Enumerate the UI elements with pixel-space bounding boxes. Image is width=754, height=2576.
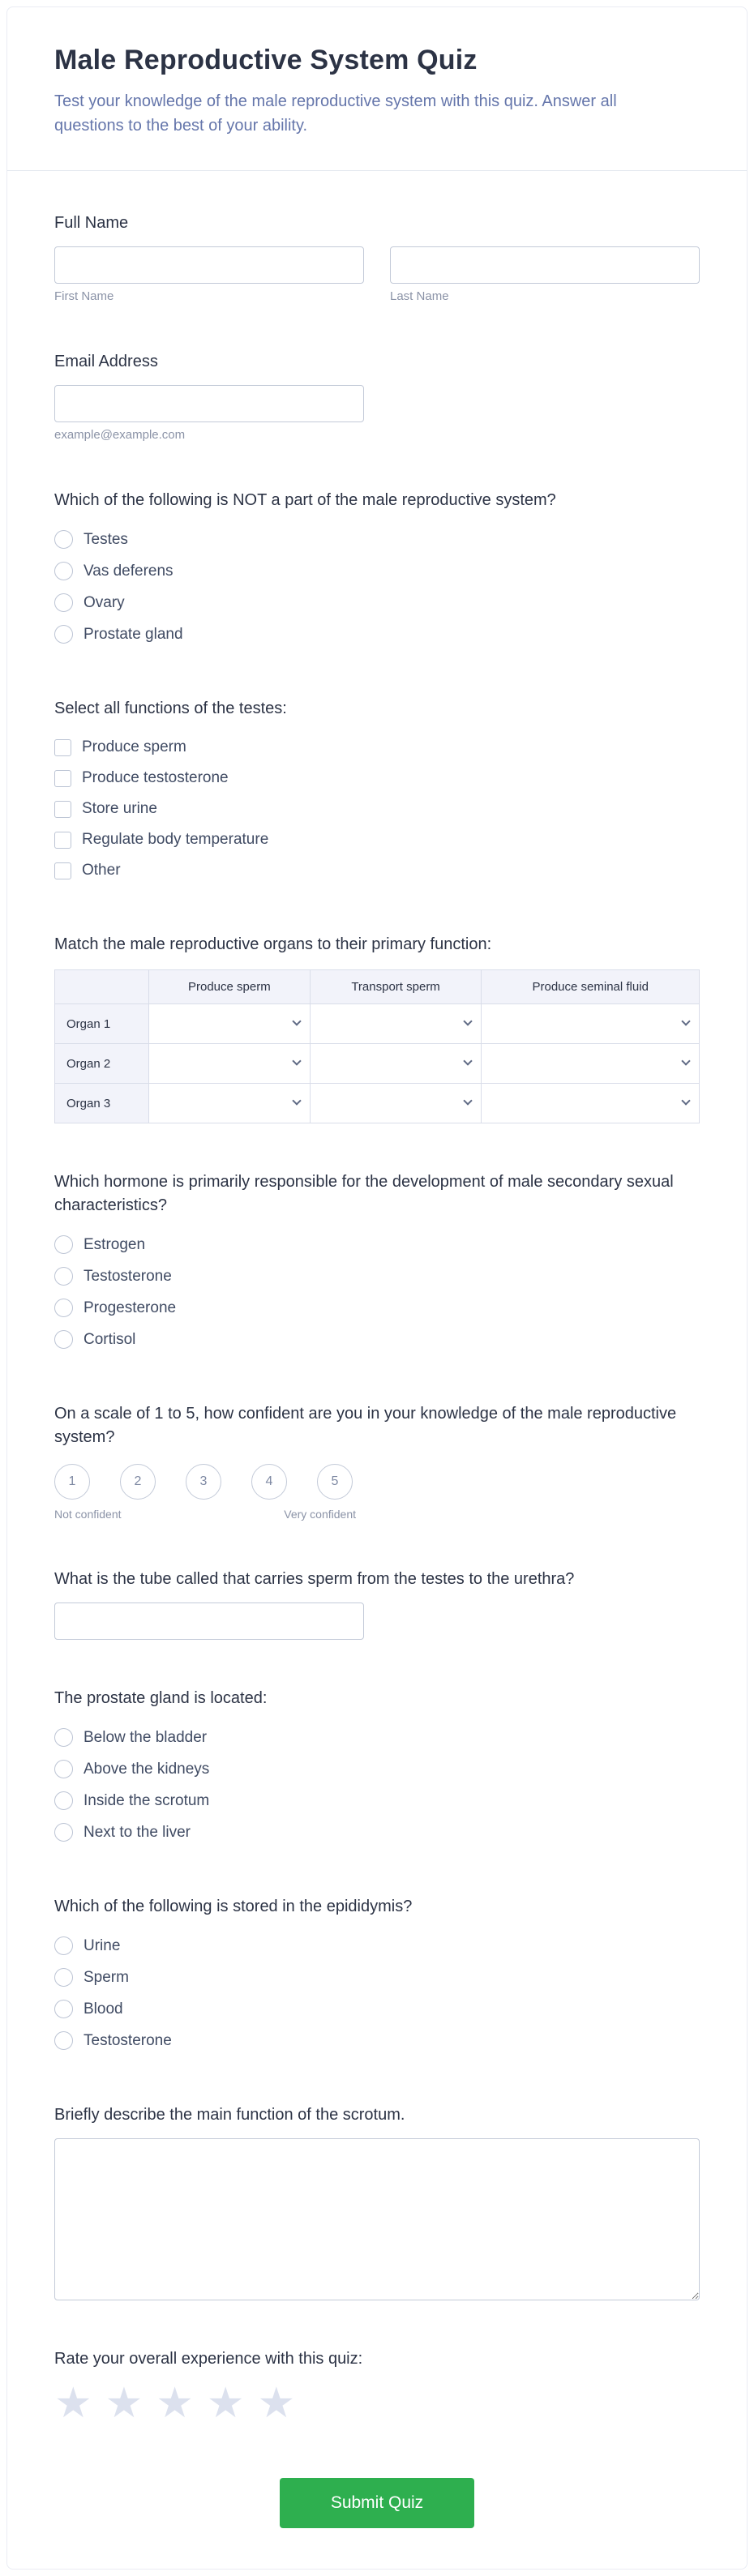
checkbox-option-regulate-temperature[interactable] (54, 824, 700, 855)
matrix-row-label: Organ 1 (55, 1004, 149, 1044)
first-name-input[interactable] (54, 246, 364, 284)
chevron-down-icon (464, 1056, 473, 1065)
question-email (54, 350, 700, 442)
radio-button-icon[interactable] (54, 1728, 73, 1747)
matrix-corner-cell (55, 970, 149, 1004)
radio-option-estrogen[interactable] (54, 1229, 700, 1260)
matrix-row-organ-3 (55, 1084, 700, 1123)
radio-button-icon[interactable] (54, 1823, 73, 1842)
radio-option-testes[interactable] (54, 524, 700, 555)
confidence-label: On a scale of 1 to 5, how confident are you in your knowledge of the male reproductive system? (54, 1405, 677, 1446)
radio-option-below-bladder[interactable] (54, 1722, 700, 1753)
question-scrotum (54, 2103, 700, 2300)
question-rating (54, 2347, 700, 2427)
option-label: Above the kidneys (84, 1760, 210, 1778)
email-sublabel: example@example.com (54, 428, 186, 442)
last-name-input[interactable] (390, 246, 700, 284)
radio-option-sperm[interactable] (54, 1962, 700, 1993)
chevron-down-icon (292, 1016, 301, 1025)
matrix-select-r2c1[interactable] (149, 1044, 311, 1084)
form-body (7, 171, 747, 2569)
option-label: Produce sperm (82, 738, 186, 755)
option-label: Produce testosterone (82, 769, 229, 786)
first-name-col (54, 246, 364, 303)
scale-option-4[interactable]: 4 (251, 1464, 287, 1500)
radio-button-icon[interactable] (54, 2031, 73, 2050)
email-input[interactable] (54, 385, 364, 422)
option-label: Testosterone (84, 1267, 172, 1285)
matrix-table (54, 969, 700, 1123)
radio-option-progesterone[interactable] (54, 1292, 700, 1324)
matrix-column-header: Transport sperm (310, 970, 482, 1004)
matrix-row-organ-1 (55, 1004, 700, 1044)
radio-button-icon[interactable] (54, 1968, 73, 1987)
scrotum-label: Briefly describe the main function of the scrotum. (54, 2106, 405, 2124)
scrotum-answer-textarea[interactable] (54, 2138, 700, 2300)
radio-button-icon[interactable] (54, 1235, 73, 1254)
checkbox-icon[interactable] (54, 832, 71, 849)
option-label: Sperm (84, 1968, 129, 1986)
scale-labels-row (54, 1508, 356, 1521)
option-label: Inside the scrotum (84, 1791, 210, 1809)
scale-min-label: Not confident (54, 1508, 122, 1521)
scale-options-row (54, 1464, 356, 1500)
radio-option-inside-scrotum[interactable] (54, 1785, 700, 1816)
star-icon-5[interactable]: ★ (257, 2380, 296, 2427)
option-label: Blood (84, 2000, 123, 2018)
first-name-sublabel: First Name (54, 289, 114, 303)
matrix-header-row (55, 970, 700, 1004)
option-label: Cortisol (84, 1330, 136, 1348)
radio-option-ovary[interactable] (54, 587, 700, 618)
chevron-down-icon (292, 1056, 301, 1065)
option-label: Urine (84, 1936, 121, 1954)
radio-button-icon[interactable] (54, 2000, 73, 2018)
tube-answer-input[interactable] (54, 1603, 364, 1640)
matrix-select-r3c1[interactable] (149, 1084, 311, 1123)
matrix-select-r2c3[interactable] (482, 1044, 700, 1084)
question-not-part (54, 489, 700, 650)
checkbox-option-store-urine[interactable] (54, 794, 700, 824)
question-testes-functions (54, 697, 700, 886)
radio-option-testosterone[interactable] (54, 1260, 700, 1292)
radio-button-icon[interactable] (54, 593, 73, 612)
matrix-select-r3c2[interactable] (310, 1084, 482, 1123)
radio-option-testosterone-stored[interactable] (54, 2025, 700, 2056)
matrix-row-label: Organ 2 (55, 1044, 149, 1084)
testes-functions-label: Select all functions of the testes: (54, 700, 287, 717)
option-label: Vas deferens (84, 562, 174, 580)
checkbox-icon[interactable] (54, 739, 71, 756)
checkbox-icon[interactable] (54, 801, 71, 818)
radio-option-next-to-liver[interactable] (54, 1816, 700, 1848)
question-hormone (54, 1170, 700, 1355)
hormone-label: Which hormone is primarily responsible for the development of male secondary sexual characteristics? (54, 1173, 674, 1214)
radio-button-icon[interactable] (54, 625, 73, 644)
not-part-label: Which of the following is NOT a part of the male reproductive system? (54, 491, 556, 509)
scale-widget (54, 1464, 356, 1521)
prostate-label: The prostate gland is located: (54, 1689, 268, 1707)
matrix-row-organ-2 (55, 1044, 700, 1084)
matrix-select-r1c2[interactable] (310, 1004, 482, 1044)
matrix-column-header: Produce seminal fluid (482, 970, 700, 1004)
radio-button-icon[interactable] (54, 1791, 73, 1810)
matrix-select-r2c2[interactable] (310, 1044, 482, 1084)
scale-option-5[interactable]: 5 (317, 1464, 353, 1500)
star-icon-3[interactable]: ★ (156, 2380, 194, 2427)
radio-option-vas-deferens[interactable] (54, 555, 700, 587)
option-label: Estrogen (84, 1235, 146, 1253)
star-icon-1[interactable]: ★ (54, 2380, 92, 2427)
question-tube (54, 1568, 700, 1640)
radio-option-blood[interactable] (54, 1993, 700, 2025)
option-label: Progesterone (84, 1299, 177, 1316)
question-match-organs (54, 933, 700, 1123)
option-label: Other (82, 862, 121, 879)
chevron-down-icon (681, 1016, 690, 1025)
epididymis-label: Which of the following is stored in the epididymis? (54, 1898, 413, 1915)
form-subtitle: Test your knowledge of the male reproductive system with this quiz. Answer all questions to the best of your ability. (54, 92, 617, 135)
radio-button-icon[interactable] (54, 1299, 73, 1317)
chevron-down-icon (464, 1096, 473, 1105)
matrix-column-header: Produce sperm (149, 970, 311, 1004)
question-prostate-location (54, 1687, 700, 1848)
chevron-down-icon (292, 1096, 301, 1105)
option-label: Next to the liver (84, 1823, 191, 1841)
matrix-select-r1c3[interactable] (482, 1004, 700, 1044)
chevron-down-icon (681, 1056, 690, 1065)
scale-option-2[interactable]: 2 (120, 1464, 156, 1500)
question-full-name (54, 212, 700, 303)
radio-option-above-kidneys[interactable] (54, 1753, 700, 1785)
question-epididymis (54, 1895, 700, 2056)
radio-button-icon[interactable] (54, 1330, 73, 1349)
scale-max-label: Very confident (284, 1508, 356, 1521)
radio-option-urine[interactable] (54, 1930, 700, 1962)
option-label: Prostate gland (84, 625, 183, 643)
option-label: Ovary (84, 593, 125, 611)
option-label: Testes (84, 530, 128, 548)
last-name-sublabel: Last Name (390, 289, 449, 303)
checkbox-option-other[interactable] (54, 855, 700, 886)
tube-label: What is the tube called that carries sperm from the testes to the urethra? (54, 1570, 575, 1588)
checkbox-icon[interactable] (54, 770, 71, 787)
radio-option-prostate-gland[interactable] (54, 618, 700, 650)
full-name-row (54, 246, 700, 303)
star-rating-widget (54, 2380, 700, 2427)
last-name-col (390, 246, 700, 303)
full-name-label: Full Name (54, 214, 129, 232)
matrix-select-r1c1[interactable] (149, 1004, 311, 1044)
matrix-row-label: Organ 3 (55, 1084, 149, 1123)
chevron-down-icon (681, 1096, 690, 1105)
star-icon-2[interactable]: ★ (105, 2380, 144, 2427)
radio-button-icon[interactable] (54, 1760, 73, 1778)
radio-button-icon[interactable] (54, 562, 73, 580)
question-confidence-scale (54, 1402, 700, 1521)
radio-button-icon[interactable] (54, 1267, 73, 1286)
matrix-select-r3c3[interactable] (482, 1084, 700, 1123)
match-organs-label: Match the male reproductive organs to their primary function: (54, 935, 492, 953)
star-icon-4[interactable]: ★ (206, 2380, 245, 2427)
form-header (7, 7, 747, 171)
radio-option-cortisol[interactable] (54, 1324, 700, 1355)
checkbox-icon[interactable] (54, 862, 71, 879)
option-label: Testosterone (84, 2031, 172, 2049)
rating-label: Rate your overall experience with this quiz: (54, 2350, 363, 2368)
checkbox-option-produce-testosterone[interactable] (54, 763, 700, 794)
option-label: Regulate body temperature (82, 831, 269, 848)
email-label: Email Address (54, 353, 158, 370)
radio-button-icon[interactable] (54, 1936, 73, 1955)
scale-option-3[interactable]: 3 (186, 1464, 221, 1500)
page-title: Male Reproductive System Quiz (54, 45, 478, 75)
option-label: Store urine (82, 800, 157, 817)
checkbox-option-produce-sperm[interactable] (54, 732, 700, 763)
submit-quiz-button[interactable]: Submit Quiz (280, 2478, 474, 2528)
scale-option-1[interactable]: 1 (54, 1464, 90, 1500)
submit-row (54, 2471, 700, 2569)
radio-button-icon[interactable] (54, 530, 73, 549)
chevron-down-icon (464, 1016, 473, 1025)
quiz-form-card (6, 6, 748, 2570)
option-label: Below the bladder (84, 1728, 208, 1746)
